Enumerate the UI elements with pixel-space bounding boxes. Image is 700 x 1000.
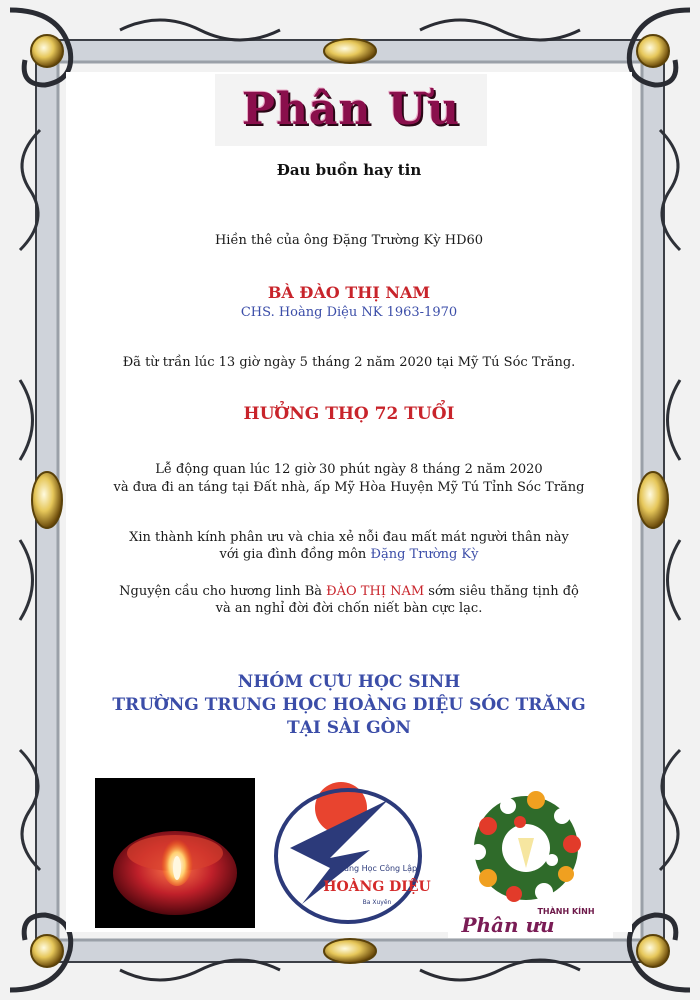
funeral-line-2: và đưa đi an táng tại Đất nhà, ấp Mỹ Hòa Huyện Mỹ Tú Tỉnh Sóc Trăng <box>113 480 585 495</box>
page-title: Phân Ưu <box>241 84 461 135</box>
age-line: HƯỞNG THỌ 72 TUỔI <box>243 404 455 424</box>
logo-place: Ba Xuyên <box>362 899 392 906</box>
candle-icon <box>95 778 255 928</box>
prayer-prefix: Nguyện cầu cho hương linh Bà <box>119 584 327 599</box>
group-line-3: TẠI SÀI GÒN <box>287 718 411 738</box>
funeral-line-1: Lễ động quan lúc 12 giờ 30 phút ngày 8 tháng 2 năm 2020 <box>155 462 543 477</box>
wreath-caption-script: Phân ưu <box>461 913 555 937</box>
prayer-line-1 <box>66 583 632 600</box>
group-line-1: NHÓM CỰU HỌC SINH <box>237 672 461 692</box>
logo-name: HOÀNG DIỆU <box>323 879 431 895</box>
condolence-prefix: với gia đình đồng môn <box>219 547 371 562</box>
logo-small-text: Trung Học Công Lập <box>336 864 418 873</box>
wreath-icon <box>448 778 613 938</box>
condolence-line-2 <box>66 546 632 563</box>
group-line-2: TRƯỜNG TRUNG HỌC HOÀNG DIỆU SÓC TRĂNG <box>112 695 586 715</box>
condolence-family-name: Đặng Trường Kỳ <box>370 547 479 562</box>
title-banner <box>215 74 487 146</box>
condolence-line-1: Xin thành kính phân ưu và chia xẻ nỗi đau mất mát người thân này <box>129 530 569 545</box>
spouse-line: Hiền thê của ông Đặng Trường Kỳ HD60 <box>214 233 484 248</box>
wreath-caption-top: THÀNH KÍNH <box>537 907 595 916</box>
deceased-school: CHS. Hoàng Diệu NK 1963-1970 <box>240 305 458 320</box>
school-logo <box>270 778 432 928</box>
deceased-name: BÀ ĐÀO THỊ NAM <box>267 283 431 302</box>
prayer-name: ĐÀO THỊ NAM <box>326 584 425 599</box>
subtitle: Đau buồn hay tin <box>276 161 422 179</box>
prayer-line-2: và an nghỉ đời đời chốn niết bàn cực lạc. <box>215 601 483 616</box>
prayer-suffix: sớm siêu thăng tịnh độ <box>424 584 579 599</box>
passed-line: Đã từ trần lúc 13 giờ ngày 5 tháng 2 năm 2020 tại Mỹ Tú Sóc Trăng. <box>122 355 576 370</box>
